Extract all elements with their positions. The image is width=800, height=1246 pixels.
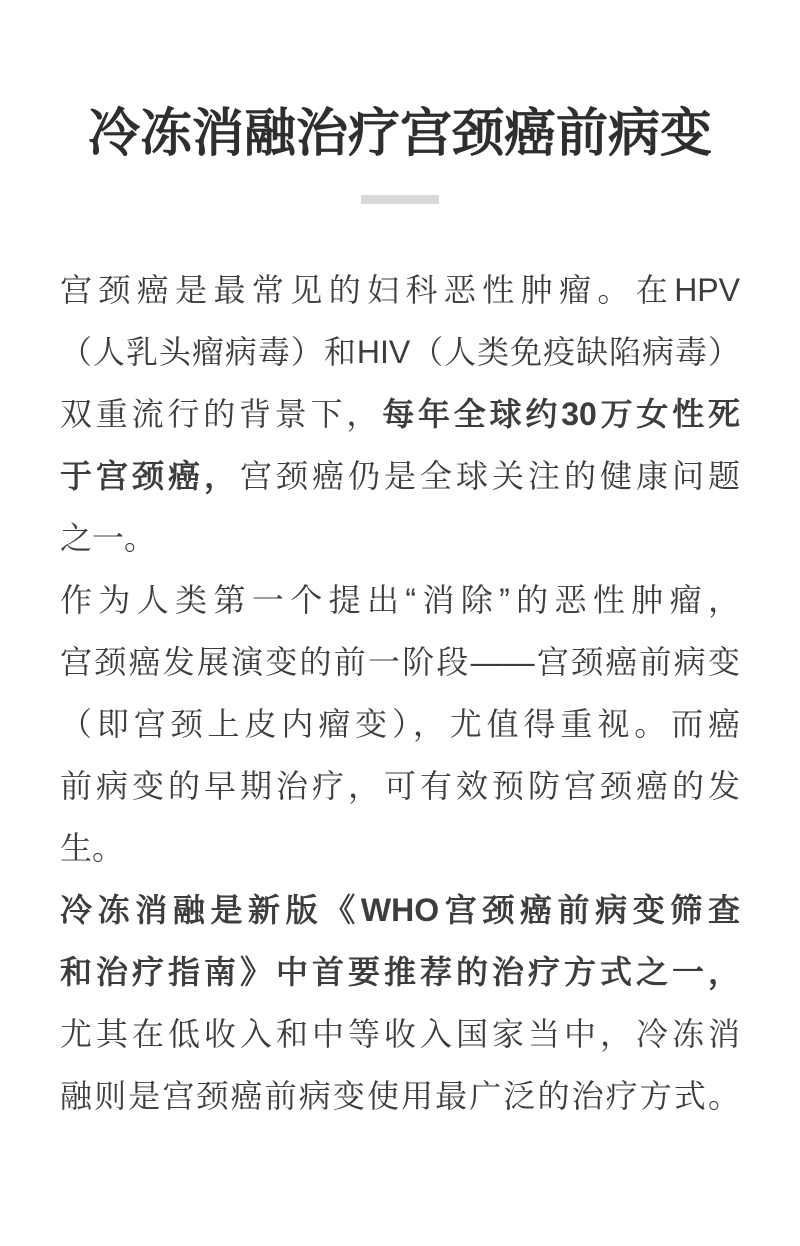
text-run: 于宫颈癌，	[60, 458, 240, 494]
text-line	[60, 383, 740, 445]
text-run: 生。	[60, 830, 125, 866]
text-line	[60, 321, 740, 383]
article	[60, 259, 740, 1127]
text-run: 每年全球约30万女性死	[382, 396, 740, 432]
title-divider	[361, 195, 439, 204]
text-run: （即宫颈上皮内瘤变），尤值得重视。而癌	[60, 706, 740, 742]
text-run: 融则是宫颈癌前病变使用最广泛的治疗方式。	[60, 1078, 740, 1114]
text-line	[60, 631, 740, 693]
text-line	[60, 445, 740, 507]
text-line	[60, 259, 740, 321]
text-line	[60, 1065, 740, 1127]
text-run: 尤其在低收入和中等收入国家当中，冷冻消	[60, 1016, 740, 1052]
paragraph	[60, 569, 740, 879]
text-line	[60, 569, 740, 631]
text-run: 和治疗指南》中首要推荐的治疗方式之一，	[60, 954, 740, 990]
text-line	[60, 817, 740, 879]
text-run: 前病变的早期治疗，可有效预防宫颈癌的发	[60, 768, 740, 804]
text-run: （人乳头瘤病毒）和HIV（人类免疫缺陷病毒）	[60, 334, 740, 370]
text-line	[60, 941, 740, 1003]
text-run: 之一。	[60, 520, 157, 556]
text-run: 冷冻消融是新版《WHO宫颈癌前病变筛查	[60, 892, 740, 928]
text-run: 宫颈癌发展演变的前一阶段——宫颈癌前病变	[60, 644, 740, 680]
text-run: 双重流行的背景下，	[60, 396, 383, 432]
paragraph	[60, 259, 740, 569]
text-line	[60, 755, 740, 817]
text-line	[60, 693, 740, 755]
text-run: 宫颈癌仍是全球关注的健康问题	[240, 458, 740, 494]
text-line	[60, 507, 740, 569]
page-title: 冷冻消融治疗宫颈癌前病变	[87, 106, 712, 163]
text-run: 宫颈癌是最常见的妇科恶性肿瘤。在HPV	[60, 272, 740, 308]
text-line	[60, 1003, 740, 1065]
paragraph	[60, 879, 740, 1127]
text-run: 作为人类第一个提出“消除”的恶性肿瘤，	[60, 582, 740, 618]
text-line	[60, 879, 740, 941]
